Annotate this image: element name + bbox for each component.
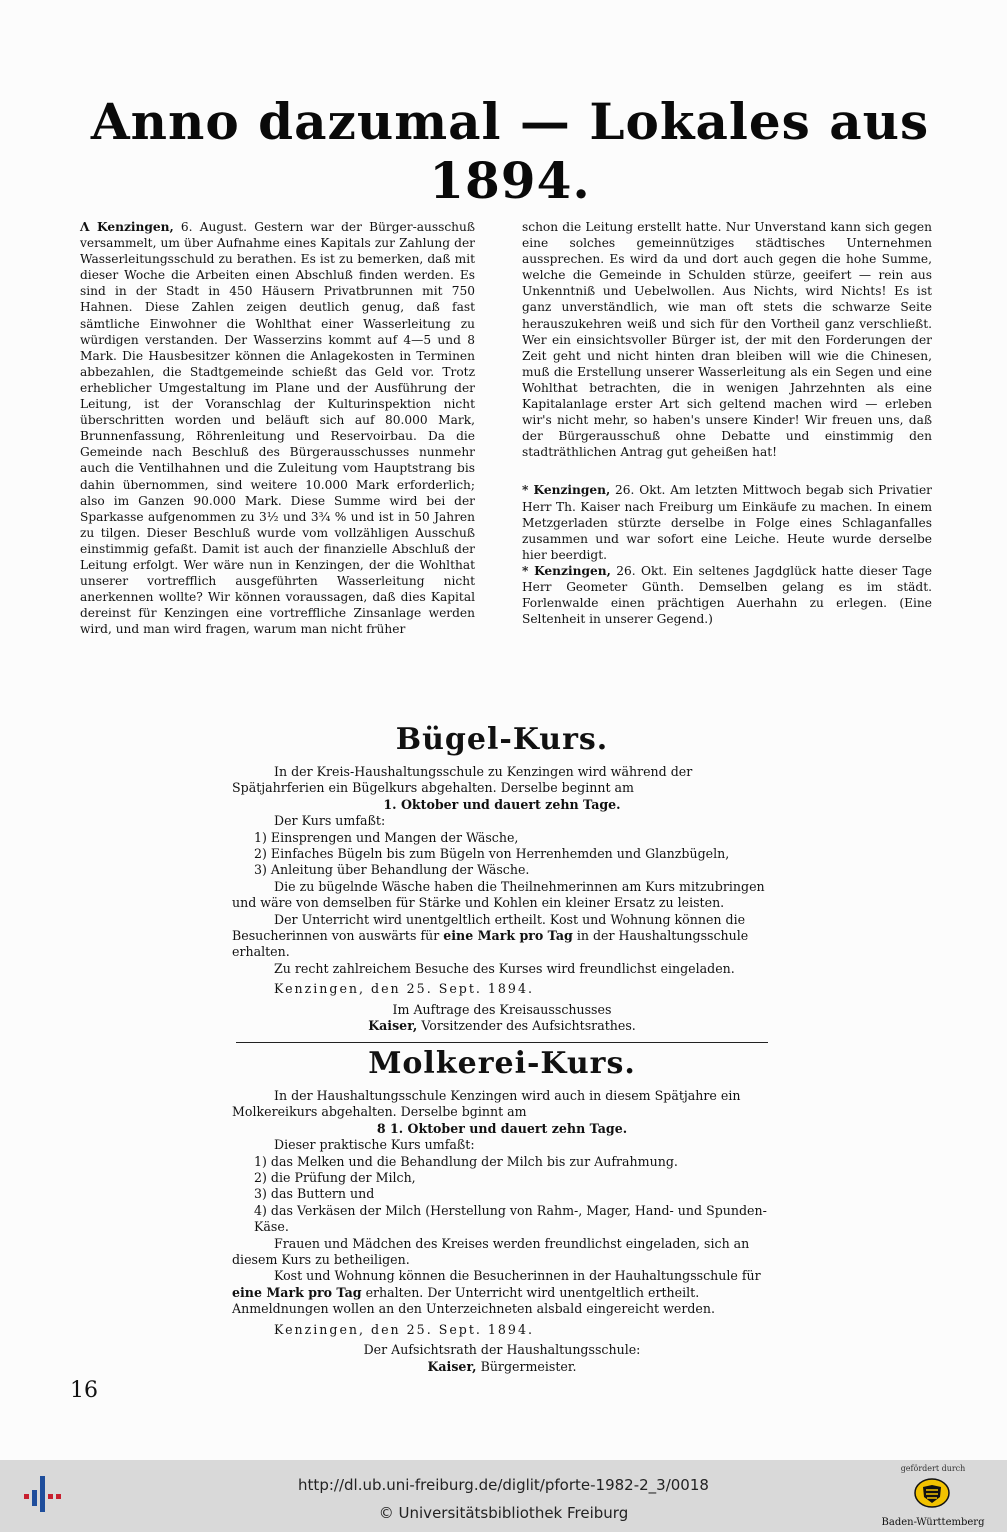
news-text: 26. Okt. Am letzten Mittwoch begab sich Privatier Herr Th. Kaiser nach Freiburg um Einkäufe zu machen. In einem Metzgerladen stürzte derselbe in Folge eines Schlaganfalles zusammen und war sofort eine Leiche. Heute wurde derselbe hier beerdigt. [522, 483, 932, 562]
ad-includes: Der Kurs umfaßt: [274, 813, 386, 829]
ad-list-item: 1) Einsprengen und Mangen der Wäsche, [254, 829, 519, 845]
ad-start-date: 1. Oktober und dauert zehn Tage. [383, 796, 621, 812]
ad-signature-line: Im Auftrage des Kreisausschusses [392, 1001, 612, 1017]
footer-bar [0, 1460, 1007, 1532]
page-title: Anno dazumal — Lokales aus 1894. [90, 92, 930, 210]
news-lead: * Kenzingen, [522, 563, 611, 578]
ad-signer-role: Bürgermeister. [476, 1358, 577, 1374]
ad-paragraph: Zu recht zahlreichem Besuche des Kurses wird freundlichst eingeladen. [274, 960, 735, 976]
ad-signature [232, 1018, 772, 1034]
news-item-hunting [522, 563, 932, 627]
ad-signer: Kaiser, [427, 1358, 477, 1374]
ad-text: Kost und Wohnung können die Besucherinnen in der Hauhaltungsschule für [274, 1268, 761, 1284]
ad-dairy-course [232, 1046, 772, 1375]
news-item-kaiser [522, 482, 932, 562]
ad-signature [232, 1359, 772, 1375]
ad-intro: In der Kreis-Haushaltungsschule zu Kenzingen wird während der Spätjahrferien ein Bügelkurs abgehalten. Derselbe beginnt am [232, 764, 693, 796]
ad-list-item: 3) Anleitung über Behandlung der Wäsche. [254, 862, 530, 878]
funder-badge [874, 1464, 992, 1530]
ad-text: Der Unterricht wird unentgeltlich ertheilt. Kost und Wohnung können die Besucherinnen von auswärts für [232, 911, 746, 944]
news-lead: Λ Kenzingen, [80, 220, 174, 234]
document-url-link[interactable]: http://dl.ub.uni-freiburg.de/diglit/pforte-1982-2_3/0018 [298, 1476, 709, 1494]
news-lead: * Kenzingen, [522, 483, 611, 498]
ad-paragraph: Die zu bügelnde Wäsche haben die Theilnehmerinnen am Kurs mitzubringen und wäre von demselben für Stärke und Kohlen ein kleiner Ersatz zu leisten. [232, 878, 765, 911]
ad-signer-role: Vorsitzender des Aufsichtsrathes. [417, 1018, 636, 1034]
ad-paragraph [232, 912, 772, 961]
right-column [522, 219, 932, 627]
divider [236, 1042, 768, 1043]
ad-signer: Kaiser, [368, 1018, 418, 1034]
ad-heading: Bügel-Kurs. [395, 722, 609, 757]
ad-signature-line: Der Aufsichtsrath der Haushaltungsschule: [363, 1342, 641, 1358]
ad-text: in der Haushaltungsschule erhalten. [232, 928, 749, 960]
news-text: 6. August. Gestern war der Bürger-ausschuß versammelt, um über Aufnahme eines Kapitals zur Zahlung der Wasserleitungsschuld zu berathen. Es ist zu bemerken, daß mit dieser Woche die Arbeiten einen Abschluß finden werden. Es sind in der Stadt in 450 Häusern Privatbrunnen mit 750 Hahnen. Diese Zahlen zeigen deutlich genug, daß fast sämtliche Einwohner die Wohlthat einer Wasserleitung zu würdigen verstanden. Der Wasserzins kommt auf 4—5 und 8 Mark. Die Hausbesitzer können die Anlagekosten in Terminen abbezahlen, die Stadtgemeinde schießt das Geld vor. Trotz erheblicher Umgestaltung im Plane und der Ausführung der Leitung, ist der Voranschlag der Kulturinspektion nicht überschritten worden und beläuft sich auf 80.000 Mark, Brunnenfassung, Röhrenleitung und Reservoirbau. Da die Gemeinde nach Beschluß des Bürgerausschusses nunmehr auch die Ventilhahnen und die Zuleitung vom Hauptstrang bis dahin übernommen, sind weitere 10.000 Mark erforderlich; also im Ganzen 90.000 Mark. Diese Summe wird bei der Sparkasse aufgenommen zu 3½ und 3¾ % und ist in 50 Jahren zu tilgen. Dieser Beschluß wurde vom vollzähligen Ausschuß einstimmig gefaßt. Damit ist auch der finanzielle Abschluß der Leitung erfolgt. Wer wäre nun in Kenzingen, der die Wohlthat unserer vortrefflich ausgeführten Wasserleitung nicht anerkennen wollte? Wir können voraussagen, daß dies Kapital dereinst für Kenzingen eine vortreffliche Zinsanlage werden wird, und man wird fragen, warum man nicht früher [80, 220, 475, 637]
funder-name: Baden-Württemberg [881, 1517, 985, 1528]
ad-intro: In der Haushaltungsschule Kenzingen wird auch in diesem Spätjahre ein Molkereikurs abgehalten. Derselbe bginnt am [232, 1088, 741, 1120]
ad-start-date: 8 1. Oktober und dauert zehn Tage. [376, 1120, 628, 1136]
copyright-text: © Universitätsbibliothek Freiburg [378, 1504, 629, 1522]
ad-paragraph [232, 1268, 772, 1317]
ad-paragraph: Frauen und Mädchen des Kreises werden freundlichst eingeladen, sich an diesem Kurs zu betheiligen. [232, 1235, 750, 1268]
ad-list-item: 3) das Buttern und [254, 1186, 375, 1202]
funded-by-label: gefördert durch [900, 1464, 966, 1473]
ad-date: Kenzingen, den 25. Sept. 1894. [274, 981, 534, 997]
ad-price: eine Mark pro Tag [232, 1284, 362, 1300]
page-number: 16 [70, 1378, 98, 1403]
ad-list-item: 2) die Prüfung der Milch, [254, 1170, 416, 1186]
ad-price: eine Mark pro Tag [443, 928, 573, 944]
ad-list-item: 4) das Verkäsen der Milch (Herstellung von Rahm-, Mager, Hand- und Spunden-Käse. [254, 1202, 767, 1235]
ad-text: erhalten. Der Unterricht wird unentgeltlich ertheilt. Anmeldnungen wollen an den Unterzeichneten alsbald eingereicht werden. [232, 1284, 715, 1317]
left-column [80, 219, 475, 637]
ad-heading: Molkerei-Kurs. [368, 1046, 636, 1081]
ad-list-item: 1) das Melken und die Behandlung der Milch bis zur Aufrahmung. [254, 1153, 678, 1169]
news-continuation: schon die Leitung erstellt hatte. Nur Unverstand kann sich gegen eine solches gemeinnütziges städtisches Unternehmen aussprechen. Es wird da und dort auch gegen die hohe Summe, welche die Gemeinde in Schulden stürze, geeifert — rein aus Unkenntniß und Uebelwollen. Aus Nichts, wird Nichts! Es ist ganz unverständlich, wie man oft stets die schwarze Seite herauszukehren weiß und sich für den Vortheil ganz verschließt. Wer ein einsichtsvoller Bürger ist, der mit den Forderungen der Zeit geht und nicht hinten dran bleiben will wie die Chinesen, muß die Erstellung unserer Wasserleitung als ein Segen und eine Wohlthat betrachten, die in wenigen Jahrzehnten als eine Kapitalanlage erster Art sich geltend machen wird — erleben wir's nicht mehr, so haben's unsere Kinder! Wir freuen uns, daß der Bürgerausschuß ohne Debatte und einstimmig den stadträthlichen Antrag gut geheißen hat! [522, 220, 932, 460]
news-text: 26. Okt. Ein seltenes Jagdglück hatte dieser Tage Herr Geometer Günth. Demselben gelang es im städt. Forlenwalde einen prächtigen Auerhahn zu erlegen. (Eine Seltenheit in unserer Gegend.) [522, 563, 932, 627]
news-item-water [80, 219, 475, 637]
ad-list-item: 2) Einfaches Bügeln bis zum Bügeln von Herrenhemden und Glanzbügeln, [254, 846, 730, 862]
coat-of-arms-icon [914, 1478, 950, 1508]
ad-includes: Dieser praktische Kurs umfaßt: [274, 1137, 475, 1153]
ad-date: Kenzingen, den 25. Sept. 1894. [274, 1321, 534, 1337]
ad-ironing-course [232, 722, 772, 1035]
